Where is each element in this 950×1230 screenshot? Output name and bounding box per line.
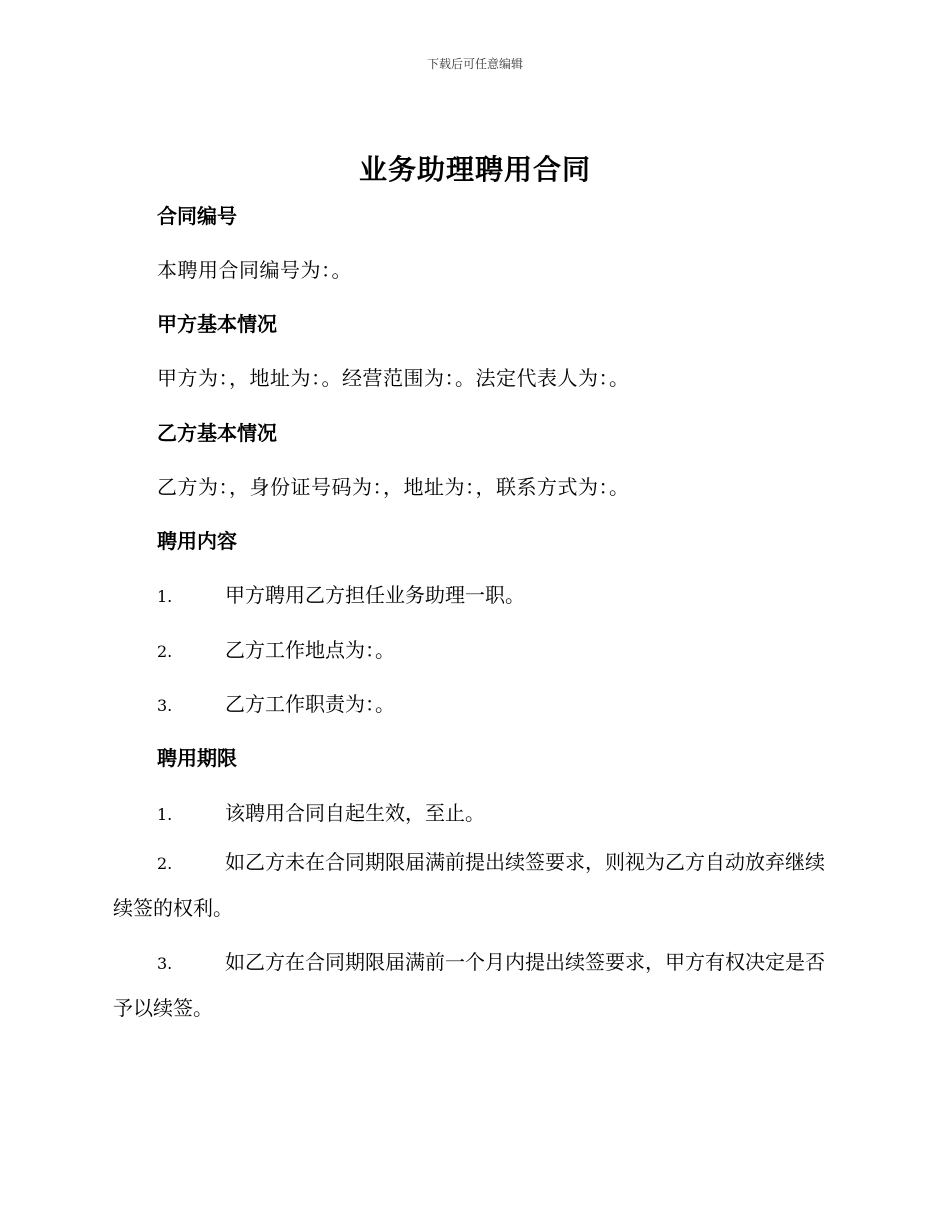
list-item-text: 该聘用合同自起生效，至止。: [225, 801, 485, 825]
list-item: [157, 579, 837, 608]
document-title: 业务助理聘用合同: [358, 153, 591, 186]
section-heading-party-b: 乙方基本情况: [157, 421, 277, 445]
list-item-text: 乙方工作职责为：。: [225, 692, 395, 716]
list-item-text: 如乙方未在合同期限届满前提出续签要求，则视为乙方自动放弃继续续签的权利。: [113, 850, 825, 920]
list-item-text: 如乙方在合同期限届满前一个月内提出续签要求，甲方有权决定是否予以续签。: [113, 950, 825, 1020]
party-b-text: 乙方为：，身份证号码为：，地址为：，联系方式为：。: [157, 475, 630, 499]
list-item: [157, 797, 837, 826]
list-item-number: 3.: [157, 954, 173, 973]
list-item-text: 甲方聘用乙方担任业务助理一职。: [225, 583, 525, 607]
list-item-number: 2.: [157, 642, 173, 661]
contract-no-text: 本聘用合同编号为：。: [157, 258, 352, 282]
list-item: [157, 634, 837, 663]
section-heading-contract-no: 合同编号: [157, 204, 237, 228]
list-item: [113, 840, 843, 931]
list-item-text: 乙方工作地点为：。: [225, 638, 395, 662]
section-heading-term: 聘用期限: [157, 746, 237, 770]
list-item-number: 1.: [157, 805, 173, 824]
list-item: [157, 688, 837, 717]
list-item-number: 1.: [157, 587, 173, 606]
list-item: [113, 940, 843, 1031]
section-heading-content: 聘用内容: [157, 529, 237, 553]
list-item-number: 3.: [157, 696, 173, 715]
header-note: 下载后可任意编辑: [426, 57, 523, 71]
list-item-number: 2.: [157, 854, 173, 873]
section-heading-party-a: 甲方基本情况: [157, 312, 277, 336]
party-a-text: 甲方为：，地址为：。经营范围为：。法定代表人为：。: [157, 366, 630, 390]
